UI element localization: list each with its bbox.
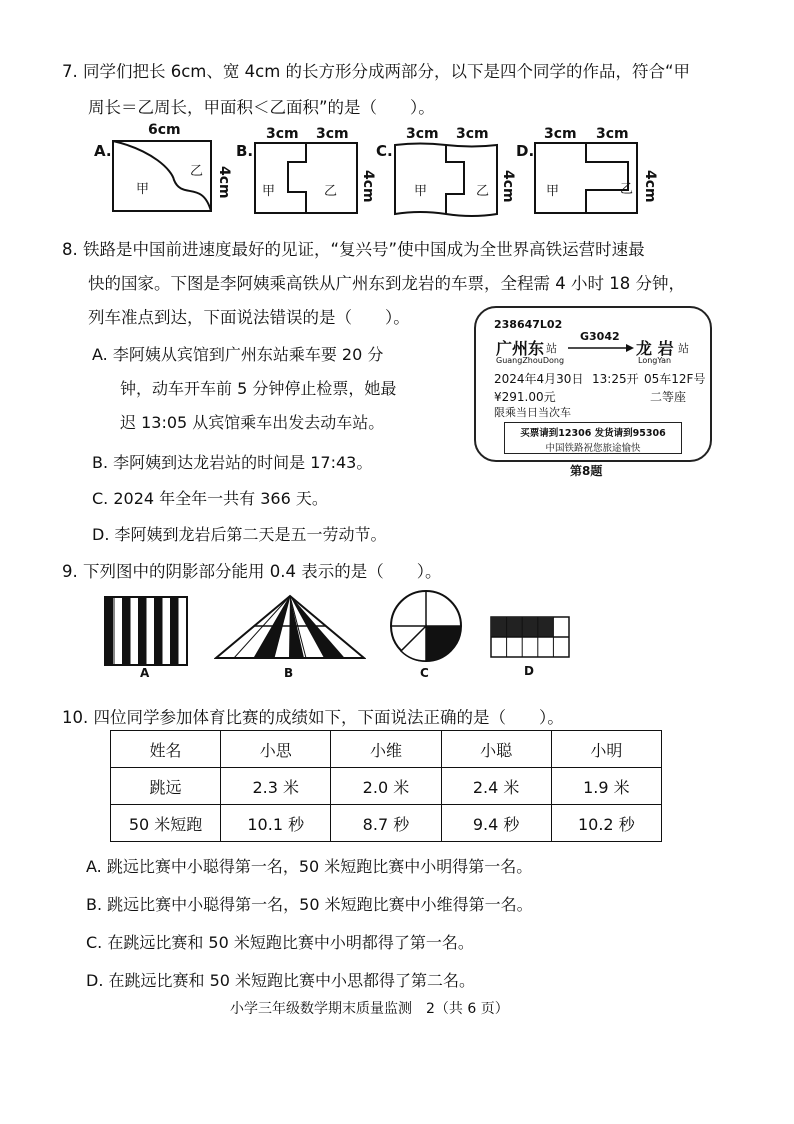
q7-figure-c-yi: 乙	[476, 184, 490, 199]
q9-figure-d-label: D	[524, 664, 534, 678]
ticket-train-number: G3042	[580, 330, 620, 343]
table-cell: 2.0 米	[331, 768, 441, 805]
q7-stem-line1: 7. 同学们把长 6cm、宽 4cm 的长方形分成两部分，以下是四个同学的作品，符合“甲	[62, 62, 691, 81]
table-cell: 2.4 米	[441, 768, 551, 805]
q7-figure-a-letter: A.	[94, 142, 112, 160]
q7-figure-a-top-dim: 6cm	[148, 122, 181, 138]
q7-figure-d-letter: D.	[516, 142, 535, 160]
table-cell: 10.2 秒	[551, 805, 661, 842]
q10-stem: 10. 四位同学参加体育比赛的成绩如下，下面说法正确的是（ ）。	[62, 708, 564, 727]
train-ticket	[474, 306, 712, 462]
q9-figure-a	[104, 596, 188, 666]
table-cell: 小聪	[441, 731, 551, 768]
q7-figure-b-yi: 乙	[324, 184, 338, 199]
ticket-info-line1: 买票请到12306 发货请到95306	[520, 428, 666, 439]
table-row	[111, 768, 662, 805]
ticket-note: 限乘当日当次车	[494, 406, 571, 419]
q10-score-table	[110, 730, 662, 842]
q7-figure-d-top-left-dim: 3cm	[544, 126, 577, 142]
q7-figure-a-jia: 甲	[136, 182, 150, 197]
page-footer: 小学三年级数学期末质量监测 2（共 6 页）	[230, 1001, 509, 1017]
q8-option-a-line1: A. 李阿姨从宾馆到广州东站乘车要 20 分	[92, 345, 384, 364]
q10-option-b: B. 跳远比赛中小聪得第一名，50 米短跑比赛中小维得第一名。	[86, 895, 533, 914]
q8-stem-line2: 快的国家。下图是李阿姨乘高铁从广州东到龙岩的车票，全程需 4 小时 18 分钟，	[88, 274, 685, 293]
q7-figure-b-top-left-dim: 3cm	[266, 126, 299, 142]
q7-figure-b-side-dim: 4cm	[360, 170, 376, 203]
q7-figure-c-jia: 甲	[414, 184, 428, 199]
ticket-to-pinyin: LongYan	[638, 356, 672, 365]
table-cell: 10.1 秒	[221, 805, 331, 842]
table-cell: 50 米短跑	[111, 805, 221, 842]
q7-figure-a-side-dim: 4cm	[216, 166, 232, 199]
table-cell: 8.7 秒	[331, 805, 441, 842]
ticket-to-station: 龙 岩	[636, 339, 674, 358]
table-cell: 小明	[551, 731, 661, 768]
q10-option-a: A. 跳远比赛中小聪得第一名，50 米短跑比赛中小明得第一名。	[86, 857, 533, 876]
q10-option-c: C. 在跳远比赛和 50 米短跑比赛中小明都得了第一名。	[86, 933, 474, 952]
q9-figure-b	[214, 594, 366, 664]
q9-figure-c	[388, 588, 464, 664]
q7-figure-b	[236, 126, 376, 226]
ticket-caption: 第8题	[570, 464, 603, 478]
table-cell: 2.3 米	[221, 768, 331, 805]
q7-figure-c-top-right-dim: 3cm	[456, 126, 489, 142]
q9-figure-a-label: A	[140, 666, 150, 680]
q7-figure-d-jia: 甲	[546, 184, 560, 199]
q7-figure-a-yi: 乙	[190, 164, 204, 179]
q7-stem-line2: 周长＝乙周长，甲面积＜乙面积”的是（ ）。	[88, 98, 435, 117]
q7-figure-a	[92, 120, 232, 220]
table-cell: 跳远	[111, 768, 221, 805]
ticket-to-suffix: 站	[678, 342, 689, 355]
q7-figure-c-side-dim: 4cm	[500, 170, 516, 203]
q7-figure-b-top-right-dim: 3cm	[316, 126, 349, 142]
q8-option-a-line3: 迟 13:05 从宾馆乘车出发去动车站。	[120, 413, 385, 432]
table-header-row	[111, 731, 662, 768]
q7-figure-b-letter: B.	[236, 142, 254, 160]
q7-figure-b-shape	[254, 142, 358, 214]
table-cell: 小维	[331, 731, 441, 768]
ticket-price: ¥291.00元	[494, 390, 556, 404]
ticket-from-suffix: 站	[546, 342, 557, 355]
q9-stem: 9. 下列图中的阴影部分能用 0.4 表示的是（ ）。	[62, 562, 442, 581]
q7-figure-d	[516, 126, 666, 226]
q9-figure-b-label: B	[284, 666, 294, 680]
ticket-from-pinyin: GuangZhouDong	[496, 356, 565, 365]
table-row	[111, 805, 662, 842]
table-cell: 姓名	[111, 731, 221, 768]
q7-figure-b-jia: 甲	[262, 184, 276, 199]
table-cell: 1.9 米	[551, 768, 661, 805]
ticket-date: 2024年4月30日	[494, 372, 584, 386]
q8-option-d: D. 李阿姨到龙岩后第二天是五一劳动节。	[92, 525, 387, 544]
table-cell: 小思	[221, 731, 331, 768]
ticket-departure-time: 13:25开	[592, 372, 639, 386]
q7-figure-c-letter: C.	[376, 142, 393, 160]
q7-figure-d-top-right-dim: 3cm	[596, 126, 629, 142]
q7-figure-c	[376, 126, 516, 226]
q8-option-a-line2: 钟，动车开车前 5 分钟停止检票，她最	[120, 379, 397, 398]
q8-stem-line1: 8. 铁路是中国前进速度最好的见证，“复兴号”使中国成为全世界高铁运营时速最	[62, 240, 645, 259]
q9-figure-c-label: C	[420, 666, 429, 680]
ticket-info-line2: 中国铁路祝您旅途愉快	[545, 443, 641, 454]
q10-option-d: D. 在跳远比赛和 50 米短跑比赛中小思都得了第二名。	[86, 971, 476, 990]
ticket-from-station: 广州东	[496, 339, 545, 358]
q7-figure-c-top-left-dim: 3cm	[406, 126, 439, 142]
q9-figure-d	[490, 616, 570, 660]
q7-figure-d-yi: 乙	[620, 182, 634, 197]
table-cell: 9.4 秒	[441, 805, 551, 842]
q8-option-b: B. 李阿姨到达龙岩站的时间是 17:43。	[92, 453, 373, 472]
ticket-info-box	[504, 422, 682, 454]
q7-figure-d-side-dim: 4cm	[642, 170, 658, 203]
ticket-seat-class: 二等座	[650, 390, 687, 404]
ticket-serial: 238647L02	[494, 318, 563, 331]
q8-option-c: C. 2024 年全年一共有 366 天。	[92, 489, 328, 508]
ticket-arrow-icon	[568, 344, 634, 352]
q8-stem-line3: 列车准点到达，下面说法错误的是（ ）。	[88, 308, 410, 327]
ticket-seat: 05车12F号	[644, 372, 706, 386]
